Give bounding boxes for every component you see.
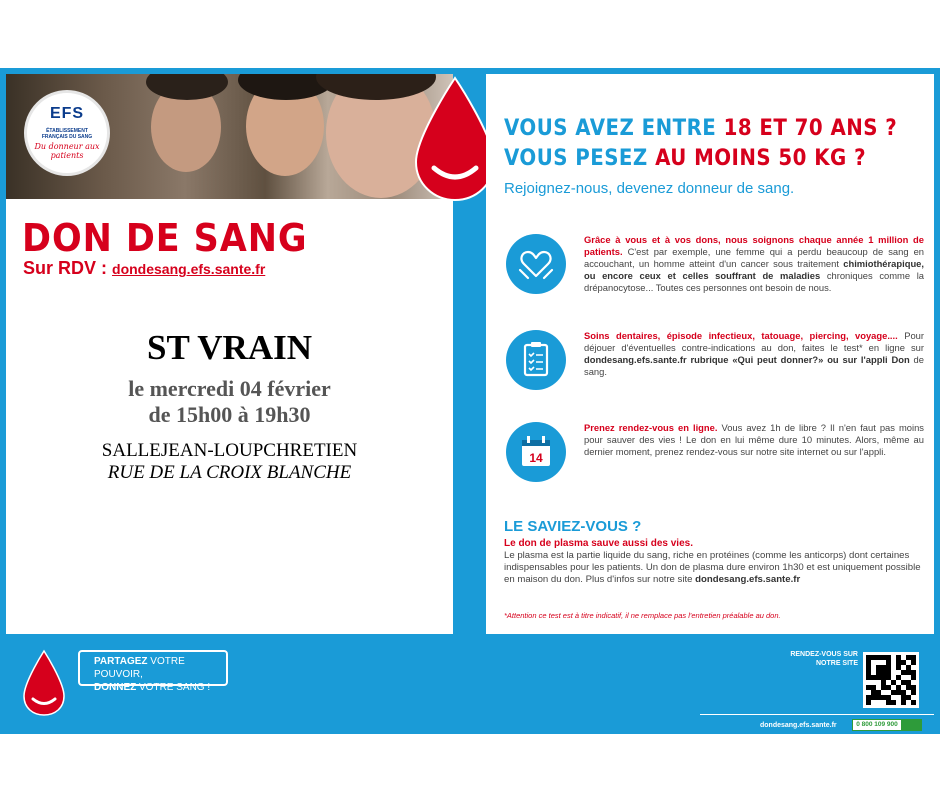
headline-weight-value: AU MOINS 50 KG ? <box>655 146 867 171</box>
qr-module <box>911 700 916 705</box>
info-strong-patients: Grâce à vous et à vos dons, nous soignons chaque année 1 million de patients. <box>584 234 924 257</box>
plasma-link[interactable]: dondesang.efs.sante.fr <box>695 574 801 585</box>
donors-photo <box>6 74 453 199</box>
info-body-patients-b: chroniques comme la drépanocytose... Toutes ces personnes ont besoin de nous. <box>584 270 924 293</box>
slogan-box <box>78 650 228 693</box>
efs-tagline: Du donneur aux patients <box>34 142 100 160</box>
hands-heart-icon <box>506 234 566 294</box>
rdv-site-label: RENDEZ-VOUS SUR NOTRE SITE <box>790 651 858 667</box>
checklist-icon <box>506 330 566 390</box>
info-bold-patients: chimiothérapique, ou encore ceux et celles souffrant de maladies <box>584 258 924 281</box>
info-strong-appointment: Prenez rendez-vous en ligne. <box>584 422 718 433</box>
efs-brand: EFS <box>49 105 85 122</box>
event-date: le mercredi 04 février <box>128 376 331 401</box>
footer-divider <box>700 714 934 715</box>
info-strong-test: Soins dentaires, épisode infectieux, tatouage, piercing, voyage.... <box>584 330 898 341</box>
right-panel <box>486 74 934 634</box>
slogan-give: DONNEZ <box>94 682 137 693</box>
headline-age-prefix: VOUS AVEZ ENTRE <box>504 116 724 141</box>
page-title: DON DE SANG <box>22 216 308 260</box>
calendar-icon <box>506 422 566 482</box>
small-blood-drop-icon <box>20 648 68 718</box>
info-body-test-b: de sang. <box>584 354 924 377</box>
saviez-heading: LE SAVIEZ-VOUS ? <box>504 518 642 535</box>
calendar-day: 14 <box>529 451 543 465</box>
event-place: SALLEJEAN-LOUPCHRETIEN <box>101 440 358 461</box>
event-street: RUE DE LA CROIX BLANCHE <box>107 462 352 483</box>
slogan-line-2 <box>94 681 226 694</box>
headline-age <box>504 116 897 141</box>
plasma-text <box>504 550 924 586</box>
join-text: Rejoignez-nous, devenez donneur de sang. <box>504 180 795 197</box>
rdv-line <box>23 258 265 279</box>
efs-logo <box>24 90 110 176</box>
left-panel <box>6 74 453 634</box>
info-text-test <box>584 330 924 378</box>
qr-pattern <box>866 655 916 705</box>
rdv-colon: : <box>96 258 113 278</box>
slogan-power: VOTRE POUVOIR, <box>94 656 185 680</box>
info-text-patients <box>584 234 924 294</box>
disclaimer-note: *Attention ce test est à titre indicatif, il ne remplace pas l'entretien préalable au don. <box>504 611 781 620</box>
info-bold-test: dondesang.efs.sante.fr rubrique «Qui peut donner?» ou sur l'appli Don <box>584 354 910 365</box>
phone-number[interactable]: 0 800 109 900 <box>852 719 902 731</box>
info-body-test-a: Pour déjouer d'éventuelles contre-indications au don, faites le test* en ligne sur <box>584 330 924 353</box>
plasma-body: Le plasma est la partie liquide du sang, riche en protéines (comme les anticorps) dont certaines indispensables pour les patients. Un don de plasma dure environ 1h30 et est uniquement possible en maison du don. Plus d'infos sur notre site <box>504 550 921 585</box>
info-text-appointment <box>584 422 924 458</box>
info-body-patients-a: C'est par exemple, une femme qui a perdu beaucoup de sang en accouchant, un homme atteint d'un cancer sous traitement <box>584 246 924 269</box>
headline-age-value: 18 ET 70 ANS ? <box>723 116 898 141</box>
slogan-blood: VOTRE SANG ! <box>136 682 211 693</box>
rdv-link[interactable]: dondesang.efs.sante.fr <box>112 261 266 277</box>
headline-weight <box>504 146 866 171</box>
headline-weight-prefix: VOUS PESEZ <box>504 146 656 171</box>
info-body-appointment: Vous avez 1h de libre ? Il n'en faut pas moins pour sauver des vies ! Le don en lui même dure 10 minutes. Alors, même au dernier moment, prenez rendez-vous sur notre site internet ou sur l'appli. <box>584 422 924 457</box>
slogan-share: PARTAGEZ <box>94 656 148 667</box>
event-time: de 15h00 à 19h30 <box>148 402 311 427</box>
phone-tag <box>902 719 922 731</box>
poster <box>0 68 940 734</box>
efs-subtitle: ÉTABLISSEMENT FRANÇAIS DU SANG <box>41 128 93 140</box>
event-city: ST VRAIN <box>146 328 313 367</box>
qr-code[interactable] <box>863 652 919 708</box>
plasma-title: Le don de plasma sauve aussi des vies. <box>504 538 693 549</box>
footer-url[interactable]: dondesang.efs.sante.fr <box>760 722 837 729</box>
slogan-line-1 <box>94 655 226 681</box>
rdv-label: Sur RDV <box>23 258 97 278</box>
